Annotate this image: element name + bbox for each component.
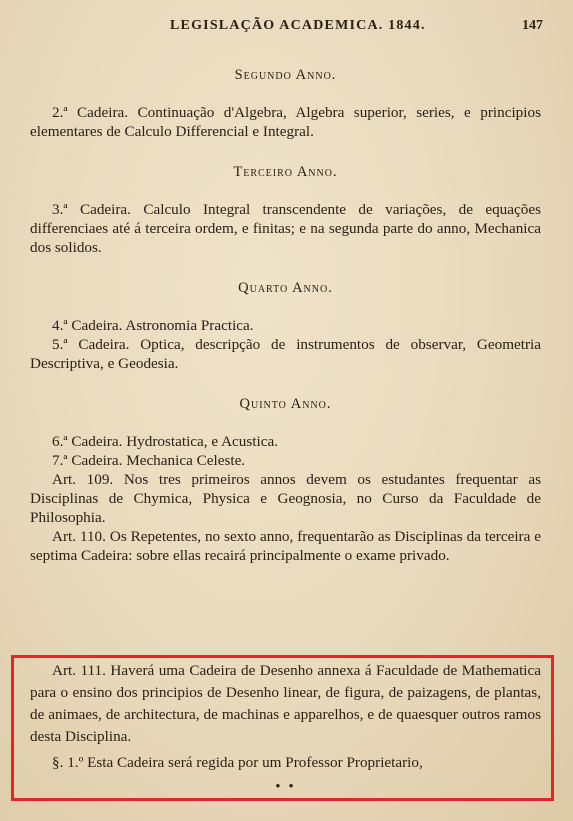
article-109: Art. 109. Nos tres primeiros annos devem os estudantes frequentar as Disciplinas de Chymica, Physica e Geognosia, no Curso da Faculdade de Philosophia. bbox=[30, 471, 541, 526]
article-111: Art. 111. Haverá uma Cadeira de Desenho annexa á Faculdade de Mathematica para o ensino dos principios de Desenho linear, de figura, de paizagens, de plantas, de animaes, de architectura, de machinas e apparelhos, e de quaesquer outros ramos desta Disciplina. bbox=[30, 662, 541, 745]
cadeira-5: 5.ª Cadeira. Optica, descripção de instrumentos de observar, Geometria Descriptiva, e Geodesia. bbox=[30, 336, 541, 372]
highlighted-text bbox=[30, 660, 541, 798]
cadeira-6: 6.ª Cadeira. Hydrostatica, e Acustica. bbox=[52, 433, 279, 450]
page-number: 147 bbox=[522, 18, 543, 33]
section-quinto-anno bbox=[30, 395, 541, 565]
section-heading: Segundo Anno. bbox=[234, 67, 337, 83]
body-text bbox=[30, 58, 541, 565]
cadeira-4: 4.ª Cadeira. Astronomia Practica. bbox=[52, 317, 254, 334]
section-1: §. 1.º Esta Cadeira será regida por um Professor Proprietario, bbox=[52, 754, 423, 771]
cadeira-2: 2.ª Cadeira. Continuação d'Algebra, Algebra superior, series, e principios elementares de Calculo Differencial e Integral. bbox=[30, 104, 541, 140]
section-heading: Quarto Anno. bbox=[238, 280, 333, 296]
cadeira-7: 7.ª Cadeira. Mechanica Celeste. bbox=[52, 452, 246, 469]
section-quarto-anno bbox=[30, 279, 541, 373]
running-title: LEGISLAÇÃO ACADEMICA. 1844. bbox=[170, 18, 426, 33]
catchword: • • bbox=[275, 778, 296, 795]
article-110: Art. 110. Os Repetentes, no sexto anno, frequentarão as Disciplinas da terceira e septima Cadeira: sobre ellas recairá principalmente o exame privado. bbox=[30, 528, 541, 564]
section-terceiro-anno bbox=[30, 163, 541, 257]
section-segundo-anno bbox=[30, 66, 541, 141]
section-heading: Quinto Anno. bbox=[239, 396, 332, 412]
section-heading: Terceiro Anno. bbox=[233, 164, 338, 180]
cadeira-3: 3.ª Cadeira. Calculo Integral transcendente de variações, de equações differenciaes até á terceira ordem, e finitas; e na segunda parte do anno, Mechanica dos solidos. bbox=[30, 201, 541, 256]
page-header bbox=[0, 18, 573, 40]
